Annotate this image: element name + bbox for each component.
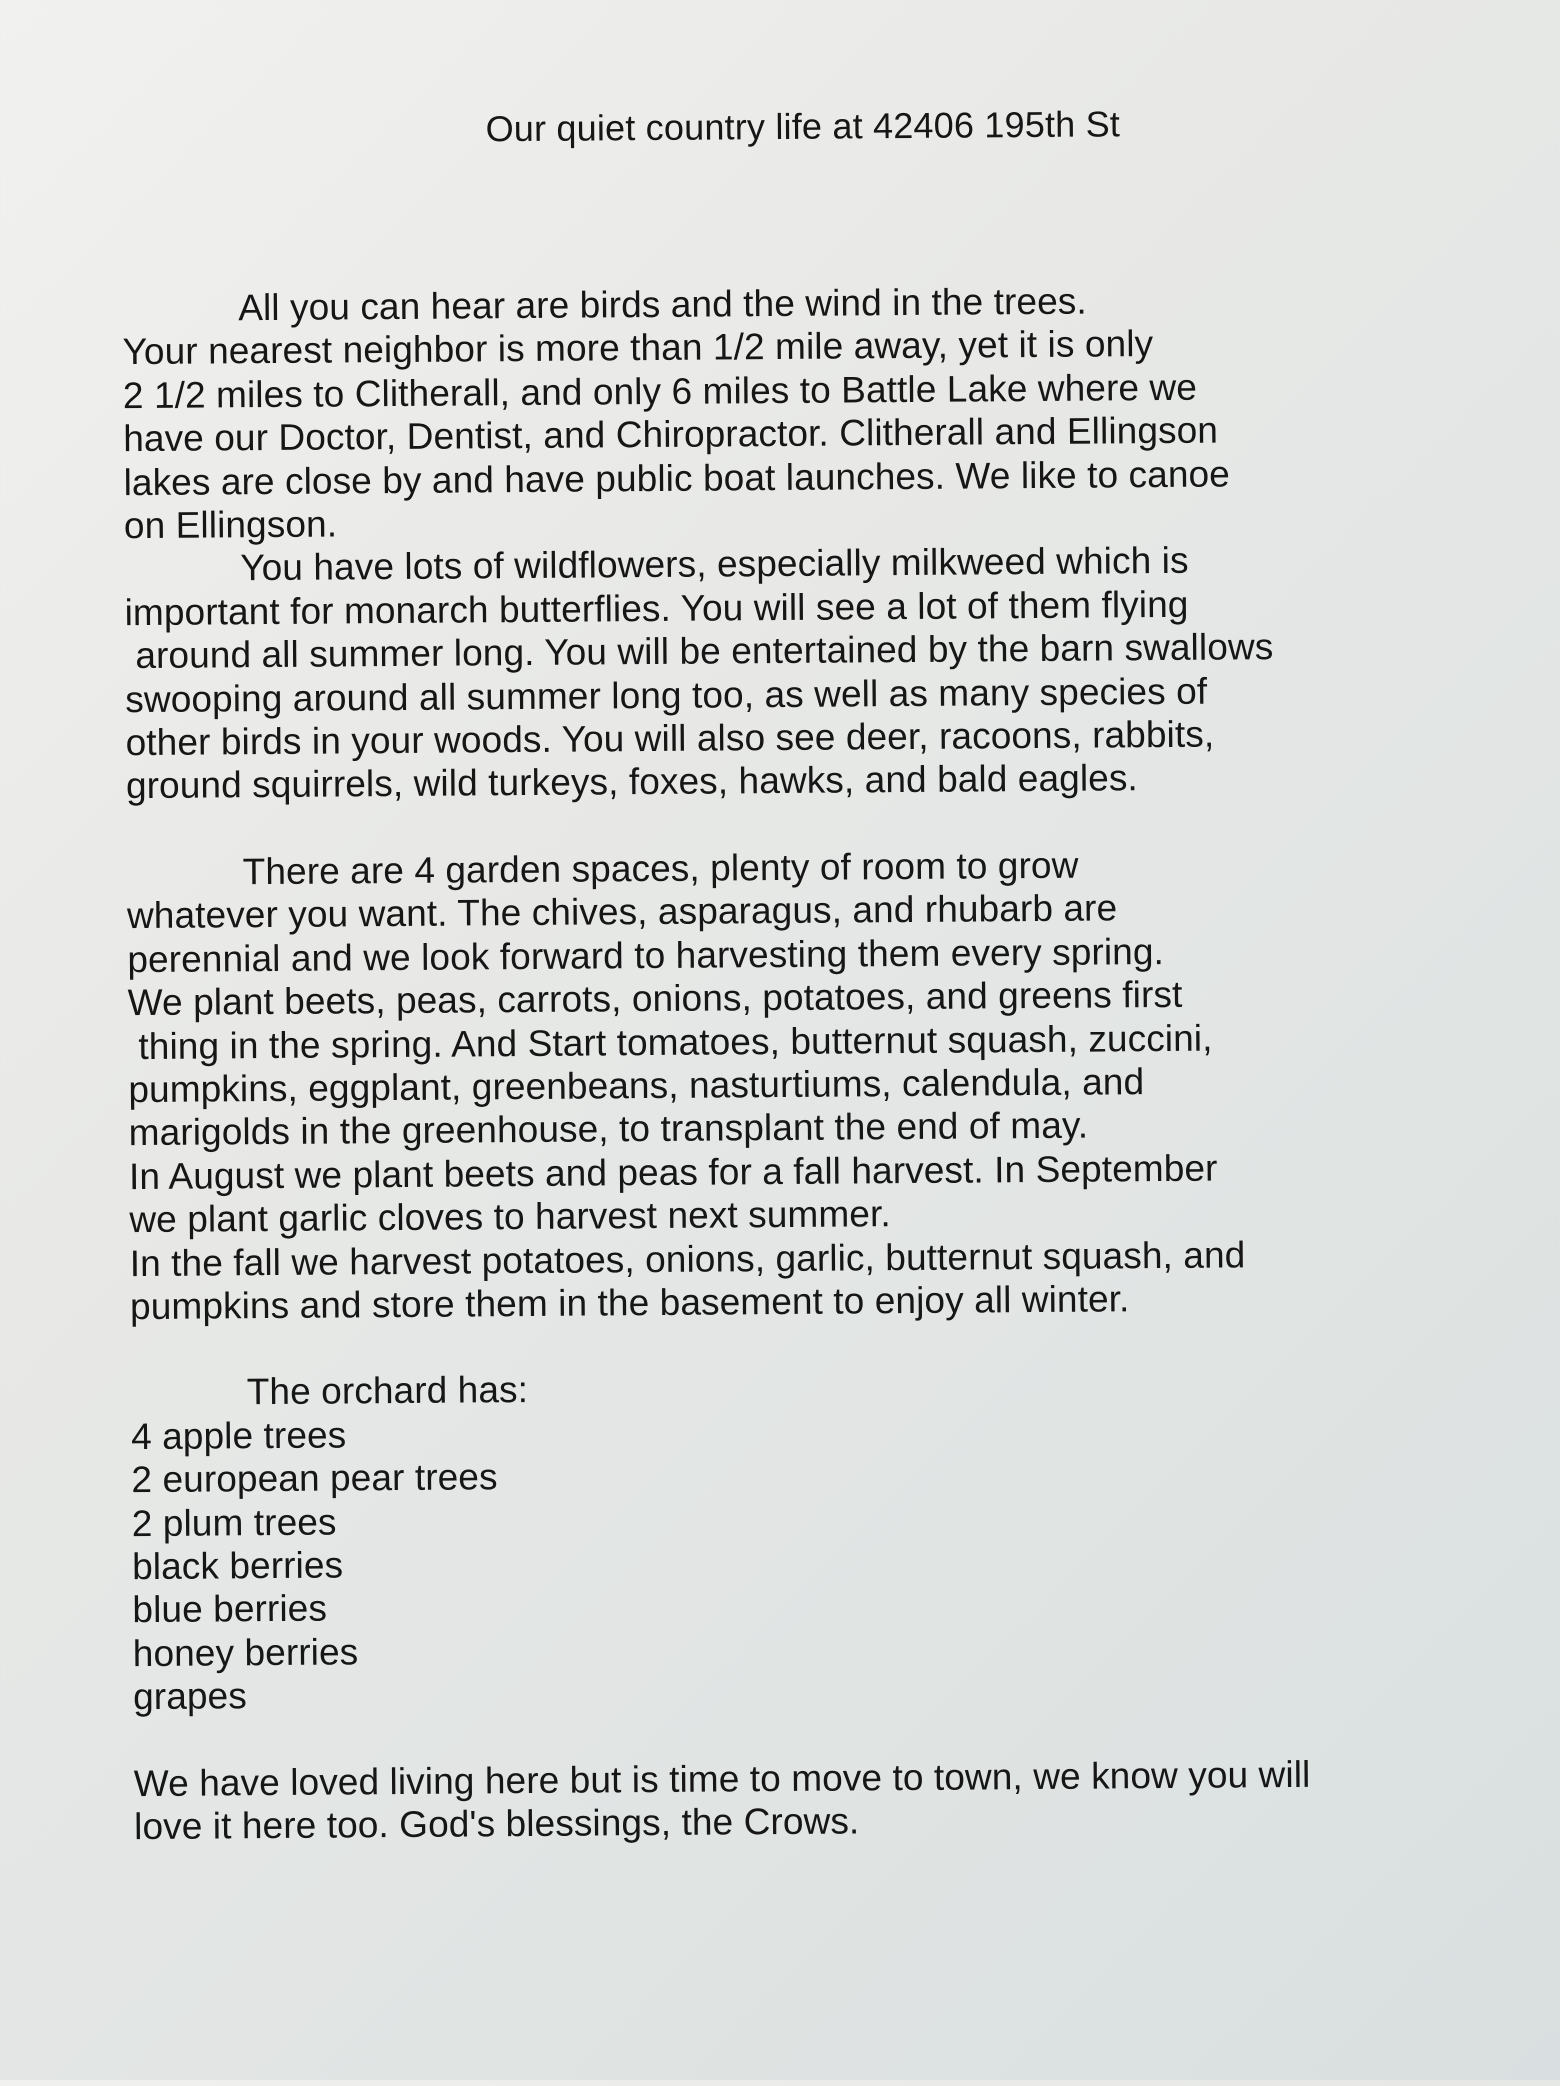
text-line: marigolds in the greenhouse, to transplant the end of may. <box>128 1104 1089 1154</box>
paragraph-closing <box>134 1751 1435 1848</box>
list-item: black berries <box>131 1544 344 1588</box>
text-line: other birds in your woods. You will also see deer, racoons, rabbits, <box>125 713 1215 764</box>
list-item: 4 apple trees <box>130 1414 347 1457</box>
document-body <box>122 277 1434 1849</box>
text-line: perennial and we look forward to harvesting them every spring. <box>127 930 1165 980</box>
paragraph-intro <box>122 277 1424 548</box>
text-line: have our Doctor, Dentist, and Chiropractor. Clitherall and Ellingson <box>123 409 1219 460</box>
text-line: we plant garlic cloves to harvest next summer. <box>129 1193 891 1241</box>
text-line: ground squirrels, wild turkeys, foxes, hawks, and bald eagles. <box>125 757 1139 807</box>
text-line: pumpkins, eggplant, greenbeans, nasturtiums, calendula, and <box>128 1061 1145 1111</box>
text-line: important for monarch butterflies. You will see a lot of them flying <box>124 583 1189 633</box>
text-line: love it here too. God's blessings, the Crows. <box>133 1800 860 1848</box>
text-line: whatever you want. The chives, asparagus, and rhubarb are <box>126 887 1118 937</box>
list-item: honey berries <box>132 1631 359 1674</box>
text-line: We have loved living here but is time to move to town, we know you will <box>133 1753 1311 1804</box>
text-line: around all summer long. You will be entertained by the barn swallows <box>124 626 1274 677</box>
list-item: 2 european pear trees <box>131 1456 498 1501</box>
text-line: In August we plant beets and peas for a fall harvest. In September <box>128 1147 1218 1197</box>
paragraph-wildlife <box>124 537 1426 808</box>
list-item: grapes <box>132 1675 248 1718</box>
page-title: Our quiet country life at 42406 195th St <box>485 103 1121 150</box>
text-line: swooping around all summer long too, as well as many species of <box>125 670 1208 720</box>
text-line: thing in the spring. And Start tomatoes, butternut squash, zuccini, <box>127 1017 1213 1067</box>
text-line: 2 1/2 miles to Clitherall, and only 6 miles to Battle Lake where we <box>122 366 1198 416</box>
text-line: We plant beets, peas, carrots, onions, potatoes, and greens first <box>127 973 1183 1024</box>
text-line: All you can hear are birds and the wind in the trees. <box>238 280 1087 329</box>
text-line: In the fall we harvest potatoes, onions, garlic, butternut squash, and <box>129 1233 1246 1284</box>
list-item: 2 plum trees <box>131 1501 337 1544</box>
text-line: Your nearest neighbor is more than 1/2 mile away, yet it is only <box>122 323 1154 373</box>
text-line: on Ellingson. <box>123 503 338 547</box>
text-line: lakes are close by and have public boat launches. We like to canoe <box>123 453 1231 503</box>
orchard-list <box>131 1405 1433 1719</box>
text-line: There are 4 garden spaces, plenty of room to grow <box>242 844 1079 893</box>
orchard-heading: The orchard has: <box>246 1369 529 1413</box>
list-item: blue berries <box>132 1587 328 1631</box>
paragraph-garden <box>126 841 1430 1329</box>
text-line: pumpkins and store them in the basement to enjoy all winter. <box>129 1278 1130 1328</box>
text-line: You have lots of wildflowers, especially milkweed which is <box>240 540 1189 589</box>
